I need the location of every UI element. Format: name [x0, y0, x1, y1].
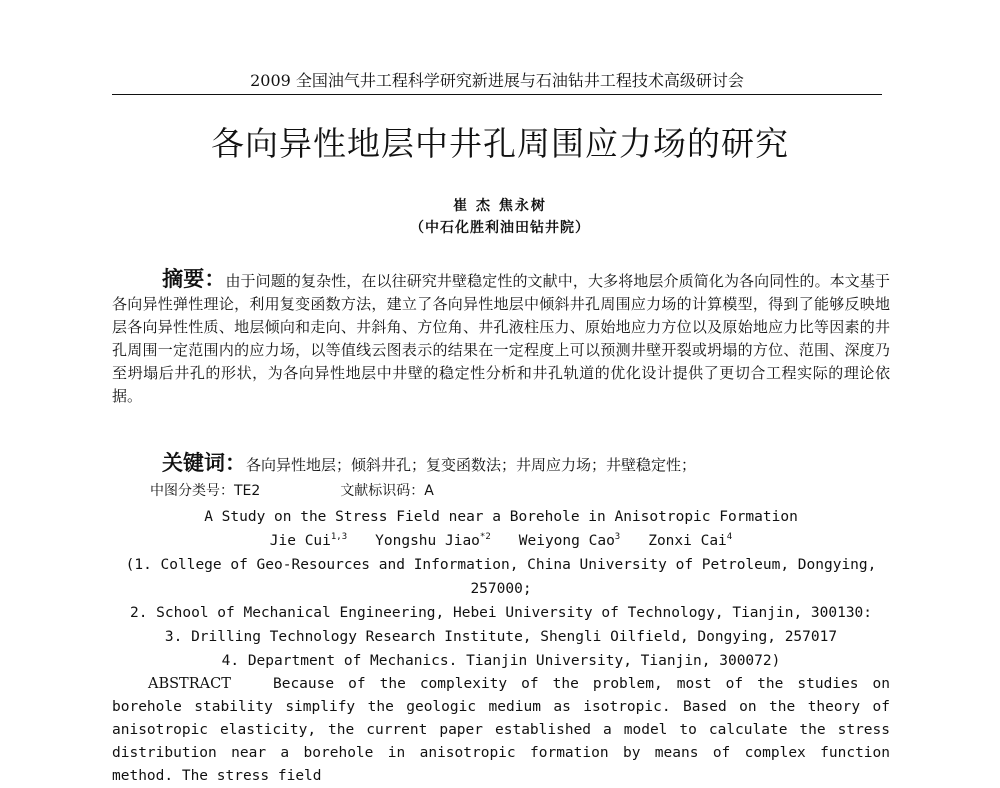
- english-abstract-label: ABSTRACT: [148, 676, 231, 692]
- authors-cn: 崔 杰 焦永树: [453, 198, 547, 214]
- author-name: Yongshu Jiao: [375, 533, 480, 549]
- author-sup: 3: [614, 532, 621, 543]
- author-name: Zonxi Cai: [648, 533, 727, 549]
- abstract-cn-text: 由于问题的复杂性，在以往研究井壁稳定性的文献中，大多将地层介质简化为各向同性的。本文基于各向异性弹性理论，利用复变函数方法，建立了各向异性地层中倾斜井孔周围应力场的计算模型，得到了能够反映地层各向异性性质、地层倾向和走向、井斜角、方位角、井孔液柱压力、原始地应力方位以及原始地应力比等因素的井孔周围一定范围内的应力场，以等值线云图表示的结果在一定程度上可以预测井壁开裂或坍塌的方位、范围、深度乃至坍塌后井孔的形状，为各向异性地层中井壁的稳定性分析和井孔轨道的优化设计提供了更切合工程实际的理论依据。: [112, 272, 891, 405]
- keywords: [112, 450, 890, 478]
- affiliation-cn: （中石化胜利油田钻井院）: [410, 220, 590, 236]
- english-affiliation: (1. College of Geo-Resources and Information, China University of Petroleum, Dongying,: [125, 557, 877, 573]
- running-header: 2009 全国油气井工程科学研究新进展与石油钻井工程技术高级研讨会: [250, 71, 744, 90]
- abstract-cn-label: 摘要：: [162, 267, 226, 291]
- author-sup: 1,3: [330, 532, 348, 543]
- english-abstract: [112, 673, 890, 788]
- classification-line: [150, 480, 890, 502]
- english-section: [112, 505, 890, 788]
- english-abstract-text: Because of the complexity of the problem, most of the studies on borehole stability simplify the geologic medium as isotropic. Based on the theory of anisotropic elasticity, the current paper established a model to calculate the stress distribution near a borehole in anisotropic formation by means of complex function method. The stress field: [112, 676, 890, 784]
- clc-number: 中图分类号：TE2: [150, 483, 261, 499]
- english-affiliation: 2. School of Mechanical Engineering, Hebei University of Technology, Tianjin, 300130:: [129, 605, 873, 621]
- author-name: Jie Cui: [269, 533, 331, 549]
- english-affiliation: 257000;: [470, 581, 532, 597]
- doc-code: 文献标识码：A: [340, 483, 434, 499]
- author-sup: *2: [479, 532, 491, 543]
- paper-title: 各向异性地层中井孔周围应力场的研究: [211, 124, 789, 163]
- keywords-text: 各向异性地层；倾斜井孔；复变函数法；井周应力场；井壁稳定性；: [246, 456, 697, 474]
- english-affiliation: 4. Department of Mechanics. Tianjin University, Tianjin, 300072): [221, 653, 781, 669]
- author-name: Weiyong Cao: [518, 533, 615, 549]
- english-authors: [112, 529, 890, 553]
- english-affiliation: 3. Drilling Technology Research Institute, Shengli Oilfield, Dongying, 257017: [164, 629, 838, 645]
- keywords-label: 关键词：: [162, 451, 246, 475]
- abstract-cn: [112, 268, 890, 408]
- english-title: A Study on the Stress Field near a Borehole in Anisotropic Formation: [204, 509, 798, 525]
- header-rule: [112, 94, 882, 95]
- author-sup: 4: [726, 532, 733, 543]
